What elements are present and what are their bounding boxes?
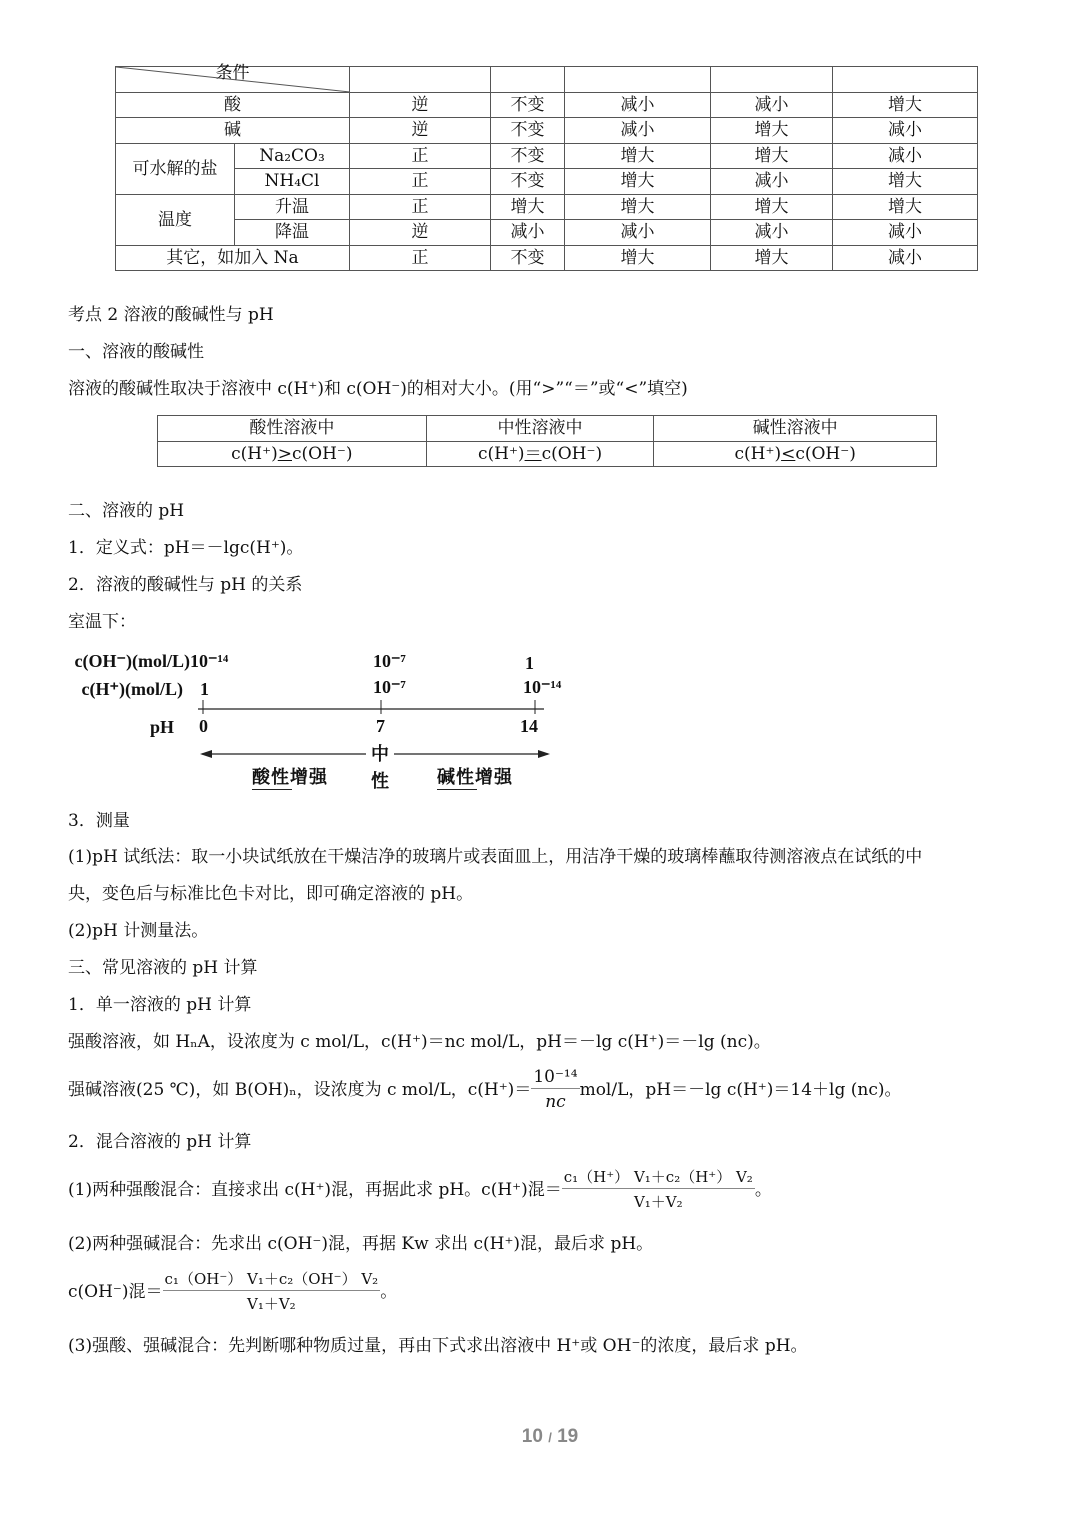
oh-label: c(OH⁻)(mol/L) — [74, 651, 190, 671]
header-label: 条件 — [215, 63, 250, 84]
page-indicator — [0, 1426, 1080, 1448]
paragraph: 2．混合溶液的 pH 计算 — [68, 1132, 252, 1152]
fraction — [562, 1166, 755, 1215]
formula-base-mix — [68, 1268, 397, 1317]
formula-strong-base — [68, 1066, 902, 1115]
table-cell: 减小 — [711, 220, 833, 246]
oh-value: 10⁻⁷ — [373, 651, 406, 671]
table-cell: 减小 — [833, 143, 978, 169]
cell-text: c(OH⁻) — [795, 443, 856, 464]
table-cell: 不变 — [491, 143, 565, 169]
group-label: 可水解的盐 — [116, 143, 235, 194]
table-cell: 正 — [350, 194, 491, 220]
group-label: 温度 — [116, 194, 235, 245]
table-cell: 减小 — [565, 118, 711, 144]
h-value: 1 — [200, 679, 209, 699]
denominator: V₁＋V₂ — [633, 1193, 683, 1211]
paragraph: (2)pH 计测量法。 — [68, 921, 209, 941]
section-title: 考点 2 溶液的酸碱性与 pH — [68, 305, 274, 325]
numerator: c₁（OH⁻） V₁＋c₂（OH⁻） V₂ — [163, 1268, 381, 1291]
denominator: V₁＋V₂ — [247, 1295, 296, 1313]
table-cell: 增大 — [565, 169, 711, 195]
paragraph: 3．测量 — [68, 811, 130, 831]
table-cell: 减小 — [491, 220, 565, 246]
h-value: 10⁻⁷ — [373, 677, 406, 697]
table-cell: 不变 — [491, 92, 565, 118]
oh-value: 10⁻¹⁴ — [190, 651, 229, 671]
formula-text: 。 — [380, 1282, 398, 1302]
acid-label: 酸性增强 — [252, 767, 328, 787]
formula-text: 强碱溶液(25 ℃)，如 B(OH)ₙ，设浓度为 c mol/L，c(H⁺)＝ — [68, 1080, 532, 1100]
table-cell: 增大 — [565, 245, 711, 271]
table-cell: 减小 — [565, 220, 711, 246]
answer-blank: > — [277, 443, 292, 464]
row-label: NH₄Cl — [235, 169, 350, 195]
page-separator: / — [548, 1430, 552, 1445]
paragraph: 2．溶液的酸碱性与 pH 的关系 — [68, 575, 303, 595]
row-label: 酸 — [116, 92, 350, 118]
heading-2: 二、溶液的 pH — [68, 501, 185, 521]
table-cell: 增大 — [833, 92, 978, 118]
ph-label: pH — [150, 717, 175, 737]
h-label: c(H⁺)(mol/L) — [81, 679, 183, 699]
ph-value: 0 — [199, 716, 208, 736]
table-cell: 增大 — [711, 118, 833, 144]
cell-text: c(OH⁻) — [292, 443, 353, 464]
cell-text: c(H⁺) — [734, 443, 782, 464]
table-cell: 减小 — [833, 220, 978, 246]
table-cell: 减小 — [565, 92, 711, 118]
table-cell: 减小 — [711, 92, 833, 118]
paragraph: 1．单一溶液的 pH 计算 — [68, 995, 252, 1015]
table-cell: 逆 — [350, 220, 491, 246]
row-label: 其它，如加入 Na — [116, 245, 350, 271]
formula-text: c(OH⁻)混＝ — [68, 1282, 163, 1302]
col-header: 碱性溶液中 — [654, 416, 937, 442]
page-current: 10 — [521, 1426, 543, 1447]
answer-blank: ＝ — [524, 443, 542, 464]
denominator: nc — [545, 1092, 566, 1112]
table-cell: 正 — [350, 143, 491, 169]
formula-acid-mix — [68, 1166, 772, 1215]
paragraph: 强酸溶液，如 HₙA，设浓度为 c mol/L，c(H⁺)＝nc mol/L，pH＝－lg c(H⁺)＝－lg (nc)。 — [68, 1032, 771, 1052]
h-value: 10⁻¹⁴ — [523, 677, 562, 697]
col-header: 酸性溶液中 — [158, 416, 427, 442]
ph-value: 14 — [520, 716, 538, 736]
heading-1: 一、溶液的酸碱性 — [68, 342, 204, 362]
table-cell: 增大 — [833, 194, 978, 220]
table-cell: 增大 — [711, 245, 833, 271]
paragraph: (3)强酸、强碱混合：先判断哪种物质过量，再由下式求出溶液中 H⁺或 OH⁻的浓度，最后求 pH。 — [68, 1336, 808, 1356]
row-label: 降温 — [235, 220, 350, 246]
paragraph: (1)pH 试纸法：取一小块试纸放在干燥洁净的玻璃片或表面皿上，用洁净干燥的玻璃棒蘸取待测溶液点在试纸的中 — [68, 847, 923, 867]
table-cell: 减小 — [833, 245, 978, 271]
cell-text: c(H⁺) — [477, 443, 525, 464]
table-cell: 不变 — [491, 118, 565, 144]
formula-text: mol/L，pH＝－lg c(H⁺)＝14＋lg (nc)。 — [579, 1080, 902, 1100]
row-label: Na₂CO₃ — [235, 143, 350, 169]
oh-value: 1 — [525, 653, 534, 673]
table-cell: 正 — [350, 169, 491, 195]
heading-3: 三、常见溶液的 pH 计算 — [68, 958, 258, 978]
formula-text: 。 — [754, 1180, 772, 1200]
page-total: 19 — [557, 1426, 579, 1447]
table-cell: 增大 — [711, 143, 833, 169]
cell-text: c(H⁺) — [231, 443, 278, 464]
ph-value: 7 — [376, 716, 385, 736]
paragraph: 1．定义式：pH＝－lgc(H⁺)。 — [68, 538, 304, 558]
paragraph: 溶液的酸碱性取决于溶液中 c(H⁺)和 c(OH⁻)的相对大小。(用“>”“＝”或“<”填空) — [68, 379, 688, 399]
row-label: 碱 — [116, 118, 350, 144]
table-cell: 减小 — [711, 169, 833, 195]
fraction — [163, 1268, 381, 1317]
table-cell: 减小 — [833, 118, 978, 144]
table-cell: 正 — [350, 245, 491, 271]
formula-text: (1)两种强酸混合：直接求出 c(H⁺)混，再据此求 pH。c(H⁺)混＝ — [68, 1180, 562, 1200]
table-cell: 增大 — [565, 194, 711, 220]
table-cell: 逆 — [350, 92, 491, 118]
base-label: 碱性增强 — [437, 767, 513, 787]
table-cell: 增大 — [491, 194, 565, 220]
paragraph: 央，变色后与标准比色卡对比，即可确定溶液的 pH。 — [68, 884, 474, 904]
numerator: c₁（H⁺） V₁＋c₂（H⁺） V₂ — [562, 1166, 755, 1189]
table-cell: 不变 — [491, 169, 565, 195]
table-cell: 逆 — [350, 118, 491, 144]
numerator: 10⁻¹⁴ — [533, 1067, 578, 1087]
table-cell: 增大 — [833, 169, 978, 195]
cell-text: c(OH⁻) — [541, 443, 603, 464]
fraction — [531, 1066, 579, 1115]
paragraph: (2)两种强碱混合：先求出 c(OH⁻)混，再据 Kw 求出 c(H⁺)混，最后求 pH。 — [68, 1234, 654, 1254]
row-label: 升温 — [235, 194, 350, 220]
table-cell: 不变 — [491, 245, 565, 271]
neutral-label: 中 — [371, 744, 389, 764]
answer-blank: < — [781, 443, 796, 464]
paragraph: 室温下： — [68, 612, 136, 632]
table-cell: 增大 — [565, 143, 711, 169]
table-cell: 增大 — [711, 194, 833, 220]
neutral-label: 性 — [371, 771, 389, 791]
col-header: 中性溶液中 — [426, 416, 654, 442]
